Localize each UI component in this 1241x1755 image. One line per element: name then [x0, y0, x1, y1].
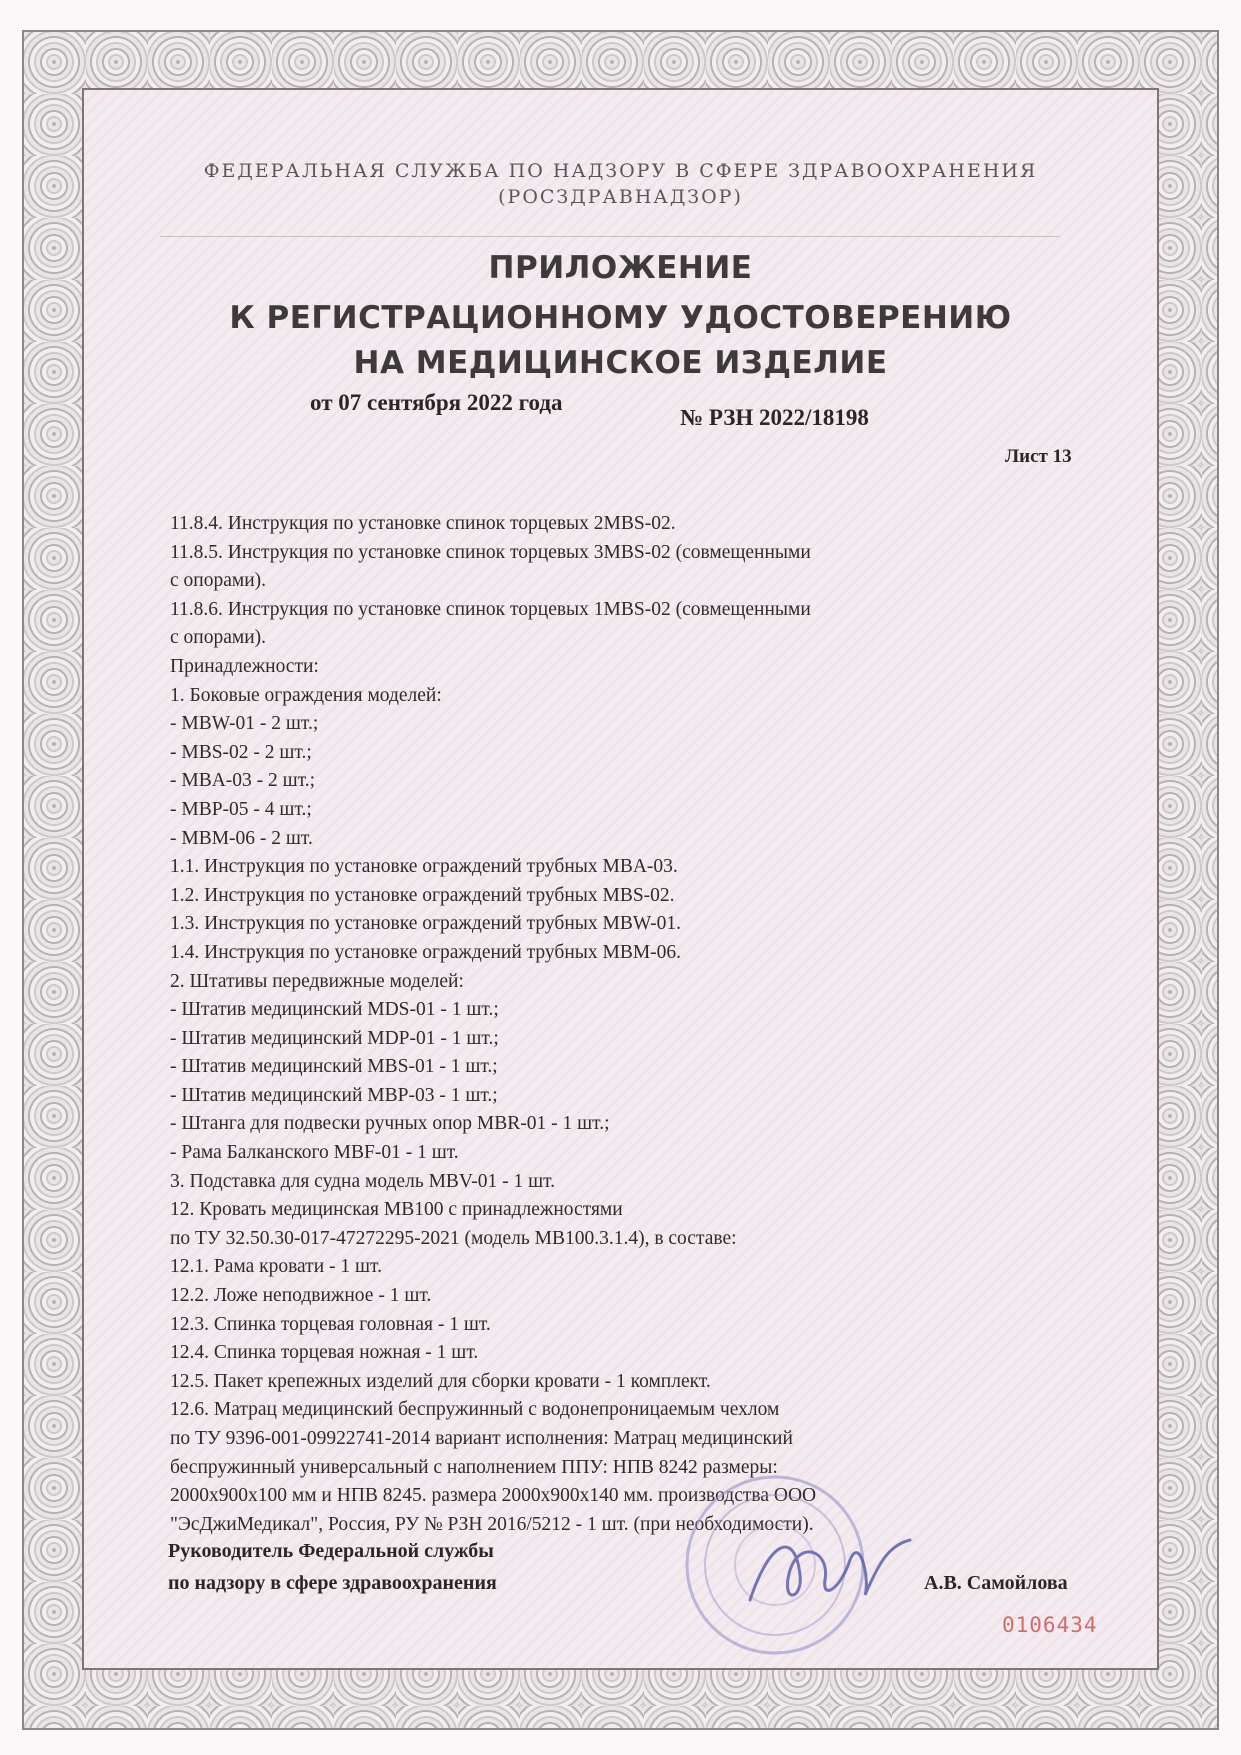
body-line: 1.1. Инструкция по установке ограждений трубных MBA-03.	[170, 856, 678, 878]
agency-name: ФЕДЕРАЛЬНАЯ СЛУЖБА ПО НАДЗОРУ В СФЕРЕ ЗДРАВООХРАНЕНИЯ	[203, 160, 1038, 182]
body-line: 1. Боковые ограждения моделей:	[170, 684, 442, 706]
body-line: 2. Штативы передвижные моделей:	[170, 970, 464, 992]
body-line: 12.6. Матрац медицинский беспружинный с водонепроницаемым чехлом	[170, 1399, 780, 1421]
body-line: 11.8.5. Инструкция по установке спинок торцевых 3MBS-02 (совмещенными	[170, 541, 811, 563]
body-line: - Штатив медицинский MDS-01 - 1 шт.;	[170, 999, 499, 1021]
body-line: - MBW-01 - 2 шт.;	[170, 713, 319, 735]
agency-abbreviation: (РОСЗДРАВНАДЗОР)	[498, 186, 743, 208]
body-line: по ТУ 9396-001-09922741-2014 вариант исполнения: Матрац медицинский	[170, 1428, 793, 1449]
body-line: 12. Кровать медицинская MB100 с принадлежностями	[170, 1199, 623, 1221]
body-line: 1.4. Инструкция по установке ограждений трубных MBM-06.	[170, 941, 682, 963]
serial-number: 0106434	[1002, 1613, 1098, 1637]
body-line: - MBP-05 - 4 шт.;	[170, 798, 312, 820]
body-line: - Штатив медицинский MBP-03 - 1 шт.;	[170, 1084, 498, 1106]
document-body	[170, 510, 1030, 1539]
body-line: 12.5. Пакет крепежных изделий для сборки кровати - 1 комплект.	[170, 1370, 711, 1392]
body-line: - MBS-02 - 2 шт.;	[170, 741, 312, 763]
body-line: 11.8.6. Инструкция по установке спинок торцевых 1MBS-02 (совмещенными	[170, 598, 811, 620]
body-line: - Рама Балканского MBF-01 - 1 шт.	[170, 1142, 459, 1164]
header-divider	[160, 236, 1060, 237]
document-title-line2: К РЕГИСТРАЦИОННОМУ УДОСТОВЕРЕНИЮ	[229, 300, 1012, 336]
registration-number: № РЗН 2022/18198	[680, 405, 869, 430]
sheet-number: Лист 13	[1005, 446, 1072, 467]
body-line: 3. Подставка для судна модель MBV-01 - 1 шт.	[170, 1170, 556, 1192]
signatory-title-line1: Руководитель Федеральной службы	[168, 1540, 494, 1562]
body-line: по ТУ 32.50.30-017-47272295-2021 (модель MB100.3.1.4), в составе:	[170, 1227, 737, 1249]
body-line: 12.2. Ложе неподвижное - 1 шт.	[170, 1285, 432, 1307]
body-line: с опорами).	[170, 627, 267, 649]
body-line: 12.3. Спинка торцевая головная - 1 шт.	[170, 1313, 491, 1335]
body-line: Принадлежности:	[170, 655, 319, 677]
body-line: - Штанга для подвески ручных опор MBR-01 - 1 шт.;	[170, 1113, 610, 1135]
signatory-name: А.В. Самойлова	[924, 1572, 1068, 1594]
body-line: 12.1. Рама кровати - 1 шт.	[170, 1256, 382, 1278]
body-line: - MBM-06 - 2 шт.	[170, 827, 313, 849]
body-line: 11.8.4. Инструкция по установке спинок торцевых 2MBS-02.	[170, 513, 676, 534]
document-title-line1: ПРИЛОЖЕНИЕ	[488, 250, 753, 286]
body-line: 2000х900х100 мм и НПВ 8245. размера 2000х900х140 мм. производства ООО	[170, 1485, 817, 1507]
body-line: 1.3. Инструкция по установке ограждений трубных MBW-01.	[170, 913, 682, 935]
body-line: 12.4. Спинка торцевая ножная - 1 шт.	[170, 1342, 479, 1364]
document-title-line3: НА МЕДИЦИНСКОЕ ИЗДЕЛИЕ	[353, 345, 888, 381]
body-line: 1.2. Инструкция по установке ограждений трубных MBS-02.	[170, 884, 675, 906]
body-line: - Штатив медицинский MBS-01 - 1 шт.;	[170, 1056, 498, 1078]
body-line: - Штатив медицинский MDP-01 - 1 шт.;	[170, 1027, 499, 1049]
body-line: беспружинный универсальный с наполнением ППУ: НПВ 8242 размеры:	[170, 1456, 778, 1478]
body-line: - MBA-03 - 2 шт.;	[170, 770, 316, 792]
body-line: с опорами).	[170, 570, 267, 592]
document-date: от 07 сентября 2022 года	[310, 390, 563, 415]
signatory-title-line2: по надзору в сфере здравоохранения	[168, 1572, 497, 1594]
handwritten-signature	[740, 1520, 920, 1620]
body-line: "ЭсДжиМедикал", Россия, РУ № РЗН 2016/5212 - 1 шт. (при необходимости).	[170, 1513, 814, 1535]
